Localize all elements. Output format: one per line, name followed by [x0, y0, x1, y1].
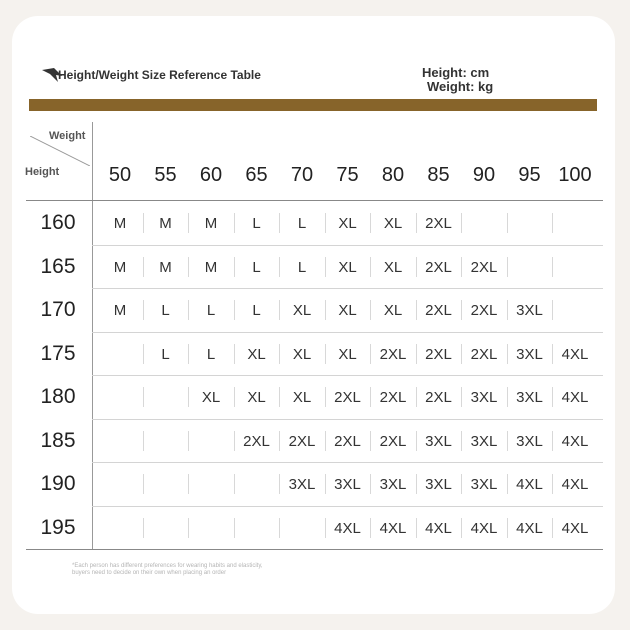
weight-column-header: 75 [336, 164, 359, 186]
size-cell: 4XL [516, 519, 543, 537]
cell-separator [507, 300, 508, 320]
size-cell: M [113, 258, 127, 276]
height-axis-label: Height [25, 166, 60, 178]
cell-separator [370, 387, 371, 407]
row-separator [92, 375, 603, 376]
cell-separator [370, 431, 371, 451]
size-cell: 3XL [516, 345, 543, 363]
weight-column-header: 80 [381, 164, 405, 186]
cell-separator [325, 213, 326, 233]
cell-separator [552, 213, 553, 233]
size-cell: 3XL [425, 432, 452, 450]
cell-separator [552, 431, 553, 451]
size-cell: 3XL [379, 476, 407, 493]
cell-separator [143, 257, 144, 277]
height-row-header: 175 [40, 341, 76, 365]
weight-column-header: 65 [245, 164, 268, 186]
row-separator [92, 419, 603, 420]
row-header-divider [92, 122, 93, 550]
cell-separator [416, 474, 417, 494]
cell-separator [143, 518, 144, 538]
cell-separator [461, 213, 462, 233]
cell-separator [279, 257, 280, 277]
size-cell: 2XL [379, 432, 407, 450]
size-cell: L [297, 258, 307, 276]
size-cell: L [252, 215, 261, 232]
size-cell: XL [292, 345, 312, 363]
cell-separator [325, 431, 326, 451]
height-row-header: 190 [40, 472, 76, 495]
size-cell: M [113, 215, 127, 232]
size-cell: L [252, 302, 261, 319]
cell-separator [188, 257, 189, 277]
size-cell: M [159, 258, 172, 276]
cell-separator [325, 474, 326, 494]
size-cell: 4XL [470, 519, 498, 537]
row-separator [92, 462, 603, 463]
cell-separator [143, 213, 144, 233]
cell-separator [507, 474, 508, 494]
size-cell: XL [383, 302, 403, 319]
cell-separator [279, 474, 280, 494]
table-title: Height/Weight Size Reference Table [58, 68, 261, 82]
cell-separator [234, 344, 235, 364]
size-cell: 3XL [470, 389, 498, 406]
cell-separator [461, 387, 462, 407]
cell-separator [370, 300, 371, 320]
size-table-card [12, 16, 615, 614]
row-separator [92, 245, 603, 246]
weight-column-header: 90 [472, 164, 496, 186]
size-cell: 4XL [561, 519, 589, 537]
cell-separator [552, 387, 553, 407]
size-cell: 3XL [470, 432, 498, 450]
row-separator [92, 288, 603, 289]
size-cell: XL [383, 258, 403, 276]
footnote [72, 563, 372, 577]
cell-separator [370, 257, 371, 277]
cell-separator [370, 474, 371, 494]
cell-separator [188, 344, 189, 364]
size-cell: XL [338, 345, 357, 363]
size-cell: XL [247, 389, 266, 406]
size-cell: 2XL [425, 345, 452, 363]
height-row-header: 165 [40, 254, 76, 278]
height-row-header: 185 [40, 428, 76, 452]
size-cell: 4XL [561, 345, 589, 363]
cell-separator [416, 257, 417, 277]
cell-separator [279, 300, 280, 320]
size-cell: 4XL [425, 519, 452, 537]
cell-separator [370, 518, 371, 538]
weight-column-header: 50 [108, 164, 132, 186]
cell-separator [461, 257, 462, 277]
footnote-line-1: *Each person has different preferences for wearing habits and elasticity, [72, 563, 263, 569]
size-cell: 4XL [516, 476, 543, 493]
cell-separator [325, 344, 326, 364]
size-cell: L [161, 345, 170, 363]
size-cell: L [206, 302, 216, 319]
cell-separator [370, 213, 371, 233]
size-cell: 4XL [379, 519, 407, 537]
size-cell: L [161, 302, 170, 319]
weight-axis-label: Weight [49, 130, 86, 142]
weight-column-header: 55 [154, 164, 177, 186]
cell-separator [279, 518, 280, 538]
weight-column-header: 95 [518, 164, 541, 186]
cell-separator [325, 300, 326, 320]
weight-unit: Weight: kg [427, 79, 494, 94]
size-cell: 2XL [425, 215, 452, 232]
size-cell: XL [292, 302, 312, 319]
cell-separator [143, 344, 144, 364]
cell-separator [507, 344, 508, 364]
size-cell: L [252, 258, 261, 276]
cell-separator [188, 300, 189, 320]
cell-separator [279, 431, 280, 451]
size-cell: 2XL [288, 432, 316, 450]
cell-separator [461, 518, 462, 538]
cell-separator [143, 387, 144, 407]
cell-separator [461, 344, 462, 364]
size-cell: XL [338, 258, 357, 276]
size-cell: 4XL [561, 389, 589, 406]
size-cell: 3XL [288, 476, 316, 493]
weight-column-header: 100 [558, 164, 592, 186]
cell-separator [552, 344, 553, 364]
size-cell: 2XL [379, 345, 407, 363]
height-row-header: 160 [40, 211, 76, 234]
cell-separator [461, 474, 462, 494]
cell-separator [279, 344, 280, 364]
size-cell: L [206, 345, 216, 363]
height-row-header: 195 [40, 515, 76, 539]
cell-separator [507, 257, 508, 277]
cell-separator [552, 257, 553, 277]
cell-separator [234, 213, 235, 233]
row-separator [92, 332, 603, 333]
size-cell: M [159, 215, 172, 232]
size-cell: M [113, 302, 127, 319]
cell-separator [507, 431, 508, 451]
size-cell: 2XL [243, 432, 270, 450]
size-cell: 2XL [470, 302, 498, 319]
cell-separator [507, 518, 508, 538]
column-header-divider [26, 200, 603, 201]
cell-separator [188, 431, 189, 451]
cell-separator [234, 257, 235, 277]
cell-separator [234, 474, 235, 494]
weight-column-header: 60 [199, 164, 223, 186]
cell-separator [461, 431, 462, 451]
row-separator [92, 506, 603, 507]
cell-separator [188, 474, 189, 494]
cell-separator [507, 213, 508, 233]
size-cell: 3XL [334, 476, 361, 493]
cell-separator [279, 387, 280, 407]
cell-separator [416, 431, 417, 451]
cell-separator [143, 474, 144, 494]
cell-separator [416, 213, 417, 233]
size-cell: 3XL [516, 389, 543, 406]
size-cell: 2XL [425, 258, 452, 276]
size-cell: XL [338, 302, 357, 319]
size-cell: 2XL [425, 389, 452, 406]
size-cell: 2XL [379, 389, 407, 406]
cell-separator [416, 518, 417, 538]
cell-separator [552, 300, 553, 320]
size-cell: 2XL [334, 389, 361, 406]
cell-separator [552, 474, 553, 494]
cell-separator [188, 213, 189, 233]
size-cell: 3XL [470, 476, 498, 493]
size-cell: 3XL [516, 302, 543, 319]
size-grid [12, 16, 615, 614]
size-cell: 4XL [561, 432, 589, 450]
cell-separator [416, 387, 417, 407]
cell-separator [461, 300, 462, 320]
size-cell: XL [383, 215, 403, 232]
size-cell: 4XL [334, 519, 361, 537]
cell-separator [552, 518, 553, 538]
cell-separator [416, 344, 417, 364]
cell-separator [325, 518, 326, 538]
table-bottom-border [26, 549, 603, 550]
size-cell: XL [247, 345, 266, 363]
height-row-header: 170 [40, 298, 76, 321]
size-cell: 2XL [334, 432, 361, 450]
cell-separator [325, 387, 326, 407]
cell-separator [234, 387, 235, 407]
size-cell: L [297, 215, 307, 232]
height-row-header: 180 [40, 385, 76, 408]
cell-separator [143, 431, 144, 451]
cell-separator [416, 300, 417, 320]
size-cell: 2XL [425, 302, 452, 319]
size-cell: XL [201, 389, 221, 406]
cell-separator [234, 300, 235, 320]
size-cell: M [204, 215, 218, 232]
cell-separator [279, 213, 280, 233]
footnote-line-2: buyers need to decide on their own when placing an order [72, 570, 227, 576]
cell-separator [188, 387, 189, 407]
weight-column-header: 85 [427, 164, 450, 186]
weight-column-header: 70 [290, 164, 314, 186]
size-cell: 2XL [470, 258, 498, 276]
size-cell: XL [338, 215, 357, 232]
cell-separator [234, 431, 235, 451]
size-cell: XL [292, 389, 312, 406]
cell-separator [370, 344, 371, 364]
size-cell: 2XL [470, 345, 498, 363]
cell-separator [234, 518, 235, 538]
size-cell: M [204, 258, 218, 276]
cell-separator [507, 387, 508, 407]
size-cell: 4XL [561, 476, 589, 493]
cell-separator [143, 300, 144, 320]
size-cell: 3XL [425, 476, 452, 493]
height-unit: Height: cm [422, 65, 490, 80]
cell-separator [188, 518, 189, 538]
cell-separator [325, 257, 326, 277]
size-cell: 3XL [516, 432, 543, 450]
